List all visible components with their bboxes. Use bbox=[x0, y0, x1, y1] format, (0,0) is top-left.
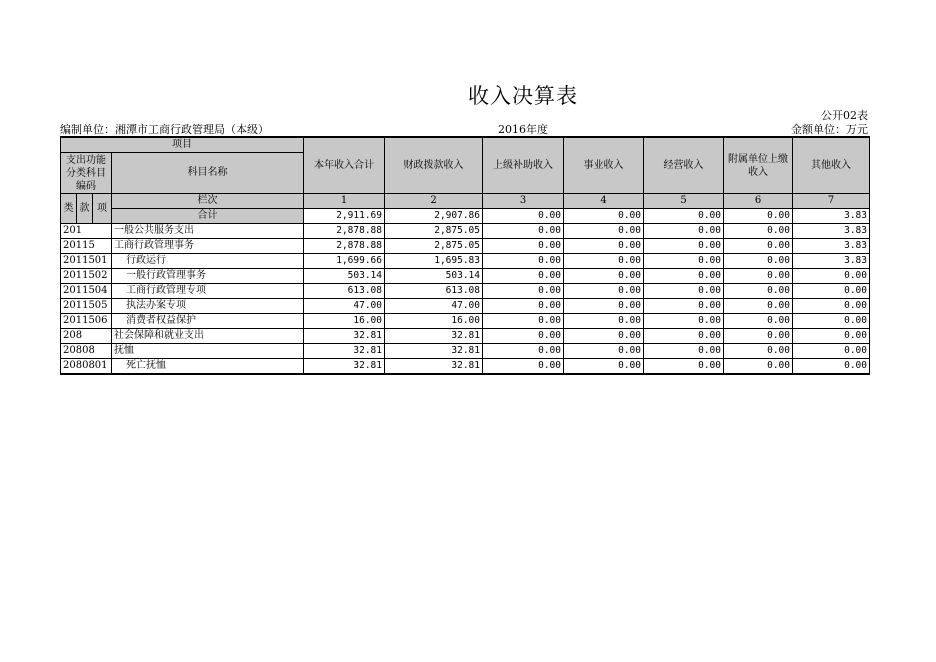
row-value: 0.00 bbox=[564, 329, 644, 344]
row-code: 2011502 bbox=[61, 269, 112, 284]
row-code: 2080801 bbox=[61, 359, 112, 375]
table-row bbox=[61, 314, 870, 329]
total-row bbox=[61, 209, 870, 224]
row-value: 613.08 bbox=[304, 284, 385, 299]
row-value: 0.00 bbox=[483, 254, 564, 269]
row-value: 0.00 bbox=[644, 359, 724, 375]
row-value: 0.00 bbox=[724, 329, 793, 344]
row-value: 0.00 bbox=[644, 239, 724, 254]
row-value: 0.00 bbox=[793, 359, 870, 375]
row-value: 32.81 bbox=[304, 359, 385, 375]
row-value: 0.00 bbox=[564, 314, 644, 329]
row-value: 503.14 bbox=[304, 269, 385, 284]
table-row bbox=[61, 284, 870, 299]
row-value: 0.00 bbox=[564, 224, 644, 239]
header-kuan: 款 bbox=[77, 194, 93, 224]
row-value: 0.00 bbox=[483, 224, 564, 239]
total-cell: 2,911.69 bbox=[304, 209, 385, 224]
row-value: 0.00 bbox=[564, 359, 644, 375]
row-value: 0.00 bbox=[724, 254, 793, 269]
row-subject-name: 执法办案专项 bbox=[112, 299, 304, 314]
header-item: 项目 bbox=[61, 137, 304, 153]
row-value: 0.00 bbox=[793, 344, 870, 359]
table-row bbox=[61, 359, 870, 375]
row-value: 0.00 bbox=[644, 254, 724, 269]
row-value: 0.00 bbox=[644, 269, 724, 284]
row-value: 613.08 bbox=[385, 284, 483, 299]
col-number-1: 1 bbox=[304, 194, 385, 209]
row-code: 208 bbox=[61, 329, 112, 344]
row-value: 0.00 bbox=[564, 284, 644, 299]
form-number: 公开02表 bbox=[821, 109, 868, 122]
row-subject-name: 一般公共服务支出 bbox=[112, 224, 304, 239]
col-number-5: 5 bbox=[644, 194, 724, 209]
row-value: 0.00 bbox=[564, 254, 644, 269]
total-cell: 0.00 bbox=[644, 209, 724, 224]
row-value: 0.00 bbox=[483, 269, 564, 284]
row-value: 1,699.66 bbox=[304, 254, 385, 269]
row-code: 20115 bbox=[61, 239, 112, 254]
row-value: 0.00 bbox=[644, 299, 724, 314]
row-value: 0.00 bbox=[483, 329, 564, 344]
header-subject-name: 科目名称 bbox=[112, 153, 304, 194]
row-value: 0.00 bbox=[724, 314, 793, 329]
row-value: 0.00 bbox=[724, 239, 793, 254]
row-value: 0.00 bbox=[724, 359, 793, 375]
row-value: 0.00 bbox=[724, 299, 793, 314]
header-lei: 类 bbox=[61, 194, 77, 224]
header-xiang: 项 bbox=[93, 194, 112, 224]
row-subject-name: 行政运行 bbox=[112, 254, 304, 269]
fiscal-year: 2016年度 bbox=[498, 123, 548, 136]
table-row bbox=[61, 239, 870, 254]
row-value: 2,878.88 bbox=[304, 239, 385, 254]
row-value: 3.83 bbox=[793, 254, 870, 269]
table-row bbox=[61, 269, 870, 284]
row-code: 2011501 bbox=[61, 254, 112, 269]
row-value: 1,695.83 bbox=[385, 254, 483, 269]
header-col-5: 经营收入 bbox=[644, 137, 724, 194]
row-value: 32.81 bbox=[385, 359, 483, 375]
total-cell: 0.00 bbox=[724, 209, 793, 224]
row-value: 32.81 bbox=[304, 329, 385, 344]
table-row bbox=[61, 329, 870, 344]
header-col-6: 附属单位上缴收入 bbox=[724, 137, 793, 194]
row-subject-name: 抚恤 bbox=[112, 344, 304, 359]
header-col-3: 上级补助收入 bbox=[483, 137, 564, 194]
total-cell: 3.83 bbox=[793, 209, 870, 224]
row-value: 47.00 bbox=[304, 299, 385, 314]
row-value: 2,878.88 bbox=[304, 224, 385, 239]
row-value: 0.00 bbox=[724, 269, 793, 284]
row-subject-name: 死亡抚恤 bbox=[112, 359, 304, 375]
row-value: 16.00 bbox=[385, 314, 483, 329]
row-value: 0.00 bbox=[483, 239, 564, 254]
page-title: 收入决算表 bbox=[468, 84, 578, 108]
table-row bbox=[61, 254, 870, 269]
row-value: 0.00 bbox=[564, 299, 644, 314]
compiling-unit: 编制单位：湘潭市工商行政管理局（本级） bbox=[60, 123, 269, 136]
row-code: 201 bbox=[61, 224, 112, 239]
col-number-3: 3 bbox=[483, 194, 564, 209]
col-number-7: 7 bbox=[793, 194, 870, 209]
row-value: 2,875.05 bbox=[385, 224, 483, 239]
table-row bbox=[61, 224, 870, 239]
row-code: 2011504 bbox=[61, 284, 112, 299]
money-unit: 金额单位：万元 bbox=[791, 123, 868, 136]
row-value: 0.00 bbox=[483, 299, 564, 314]
row-value: 0.00 bbox=[793, 269, 870, 284]
table-row bbox=[61, 344, 870, 359]
row-value: 0.00 bbox=[483, 284, 564, 299]
row-value: 0.00 bbox=[644, 344, 724, 359]
total-cell: 0.00 bbox=[564, 209, 644, 224]
row-code: 2011506 bbox=[61, 314, 112, 329]
row-value: 16.00 bbox=[304, 314, 385, 329]
row-subject-name: 消费者权益保护 bbox=[112, 314, 304, 329]
row-value: 0.00 bbox=[644, 284, 724, 299]
col-number-2: 2 bbox=[385, 194, 483, 209]
income-final-accounts-table bbox=[60, 136, 870, 375]
row-code: 2011505 bbox=[61, 299, 112, 314]
row-value: 0.00 bbox=[724, 344, 793, 359]
col-number-4: 4 bbox=[564, 194, 644, 209]
header-col-7: 其他收入 bbox=[793, 137, 870, 194]
total-cell: 0.00 bbox=[483, 209, 564, 224]
row-value: 3.83 bbox=[793, 224, 870, 239]
row-value: 2,875.05 bbox=[385, 239, 483, 254]
row-subject-name: 工商行政管理专项 bbox=[112, 284, 304, 299]
col-number-6: 6 bbox=[724, 194, 793, 209]
row-value: 0.00 bbox=[483, 344, 564, 359]
row-value: 47.00 bbox=[385, 299, 483, 314]
header-func-code: 支出功能分类科目编码 bbox=[61, 153, 112, 194]
row-value: 0.00 bbox=[644, 314, 724, 329]
row-value: 0.00 bbox=[483, 314, 564, 329]
row-value: 0.00 bbox=[644, 224, 724, 239]
header-col-4: 事业收入 bbox=[564, 137, 644, 194]
total-cell: 2,907.86 bbox=[385, 209, 483, 224]
header-col-1: 本年收入合计 bbox=[304, 137, 385, 194]
header-lanci: 栏次 bbox=[112, 194, 304, 209]
row-value: 3.83 bbox=[793, 239, 870, 254]
row-value: 0.00 bbox=[793, 314, 870, 329]
header-col-2: 财政拨款收入 bbox=[385, 137, 483, 194]
row-value: 32.81 bbox=[304, 344, 385, 359]
row-code: 20808 bbox=[61, 344, 112, 359]
row-value: 0.00 bbox=[564, 269, 644, 284]
row-value: 32.81 bbox=[385, 329, 483, 344]
row-value: 0.00 bbox=[483, 359, 564, 375]
row-value: 0.00 bbox=[793, 329, 870, 344]
row-subject-name: 社会保障和就业支出 bbox=[112, 329, 304, 344]
row-value: 0.00 bbox=[644, 329, 724, 344]
row-value: 0.00 bbox=[793, 284, 870, 299]
total-label: 合计 bbox=[112, 209, 304, 224]
row-value: 503.14 bbox=[385, 269, 483, 284]
row-subject-name: 工商行政管理事务 bbox=[112, 239, 304, 254]
row-subject-name: 一般行政管理事务 bbox=[112, 269, 304, 284]
row-value: 32.81 bbox=[385, 344, 483, 359]
row-value: 0.00 bbox=[724, 224, 793, 239]
table-row bbox=[61, 299, 870, 314]
row-value: 0.00 bbox=[724, 284, 793, 299]
row-value: 0.00 bbox=[564, 344, 644, 359]
row-value: 0.00 bbox=[564, 239, 644, 254]
row-value: 0.00 bbox=[793, 299, 870, 314]
